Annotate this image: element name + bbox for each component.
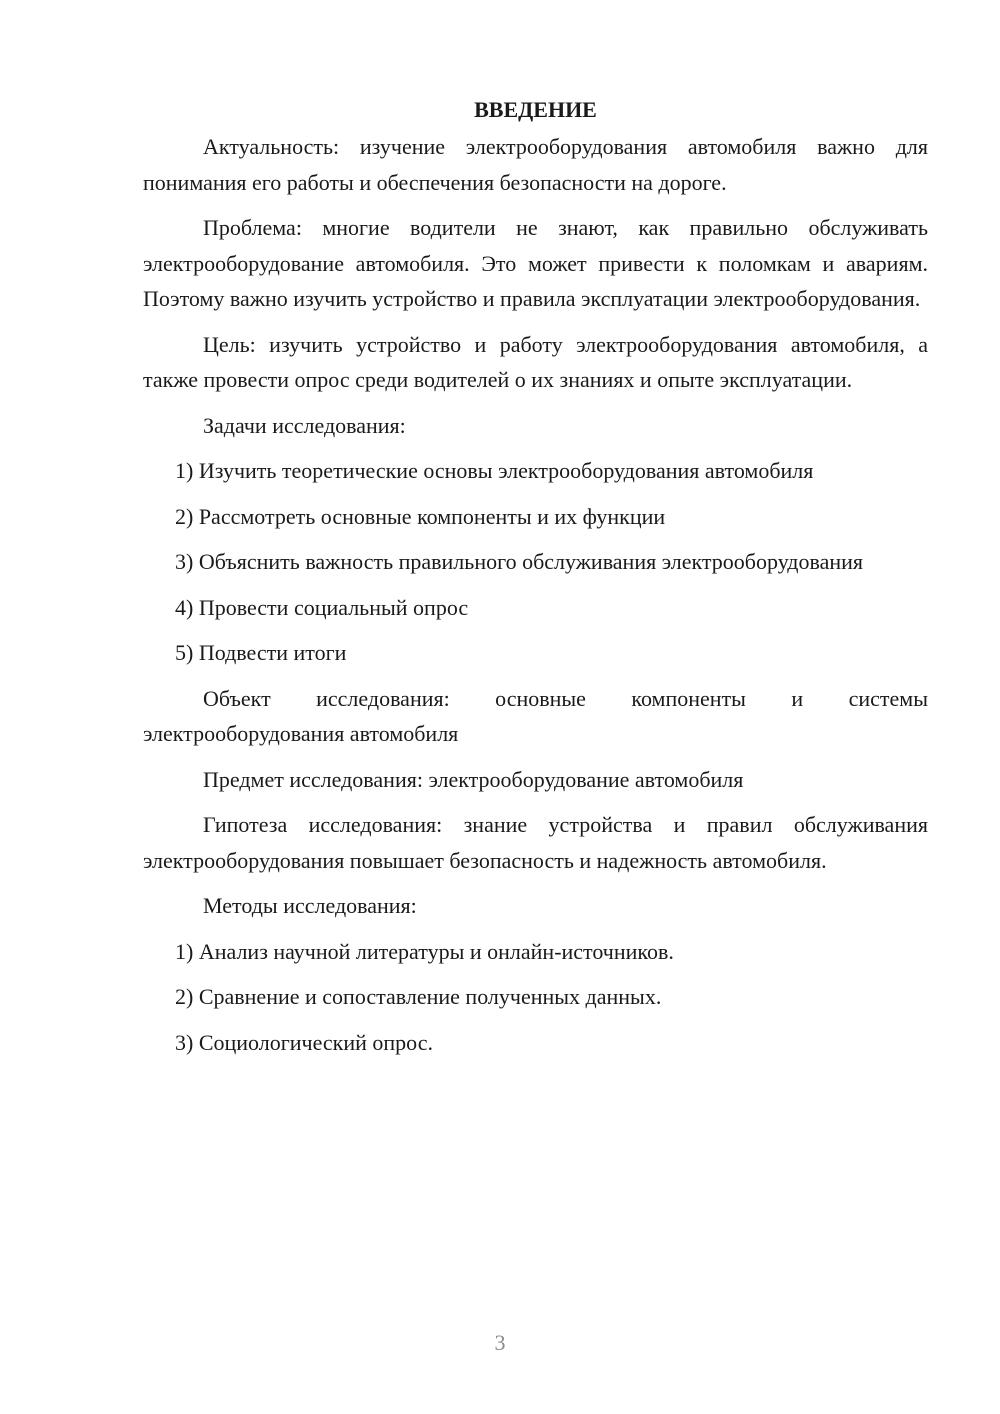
task-item: 2) Рассмотреть основные компоненты и их функции <box>175 503 666 529</box>
task-item: 3) Объяснить важность правильного обслуживания электрооборудования <box>175 549 864 574</box>
relevance-paragraph: Актуальность: изучение электрооборудования автомобиля важно для понимания его работы и обеспечения безопасности на дороге. <box>143 134 928 195</box>
task-item: 5) Подвести итоги <box>175 640 347 665</box>
task-item: 1) Изучить теоретические основы электрооборудования автомобиля <box>175 458 814 483</box>
goal-paragraph: Цель: изучить устройство и работу электрооборудования автомобиля, а также провести опрос среди водителей о их знаниях и опыте эксплуатации. <box>143 331 928 392</box>
page-title: ВВЕДЕНИЕ <box>474 97 597 122</box>
method-item: 2) Сравнение и сопоставление полученных данных. <box>175 984 662 1009</box>
method-item: 3) Социологический опрос. <box>175 1029 433 1055</box>
subject-paragraph: Предмет исследования: электрооборудование автомобиля <box>203 766 744 792</box>
tasks-heading: Задачи исследования: <box>203 412 406 438</box>
object-paragraph: Объект исследования: основные компоненты и системы электрооборудования автомобиля <box>143 685 928 746</box>
page-number: 3 <box>494 1330 506 1355</box>
problem-paragraph: Проблема: многие водители не знают, как правильно обслуживать электрооборудование автомобиля. Это может привести к поломкам и авариям. Поэтому важно изучить устройство и правила эксплуатации электрооборудования. <box>143 215 928 311</box>
task-item: 4) Провести социальный опрос <box>175 594 469 620</box>
document-page <box>143 92 928 1070</box>
hypothesis-paragraph: Гипотеза исследования: знание устройства и правил обслуживания электрооборудования повышает безопасность и надежность автомобиля. <box>143 812 928 873</box>
methods-heading: Методы исследования: <box>203 893 417 918</box>
method-item: 1) Анализ научной литературы и онлайн-источников. <box>175 938 674 964</box>
